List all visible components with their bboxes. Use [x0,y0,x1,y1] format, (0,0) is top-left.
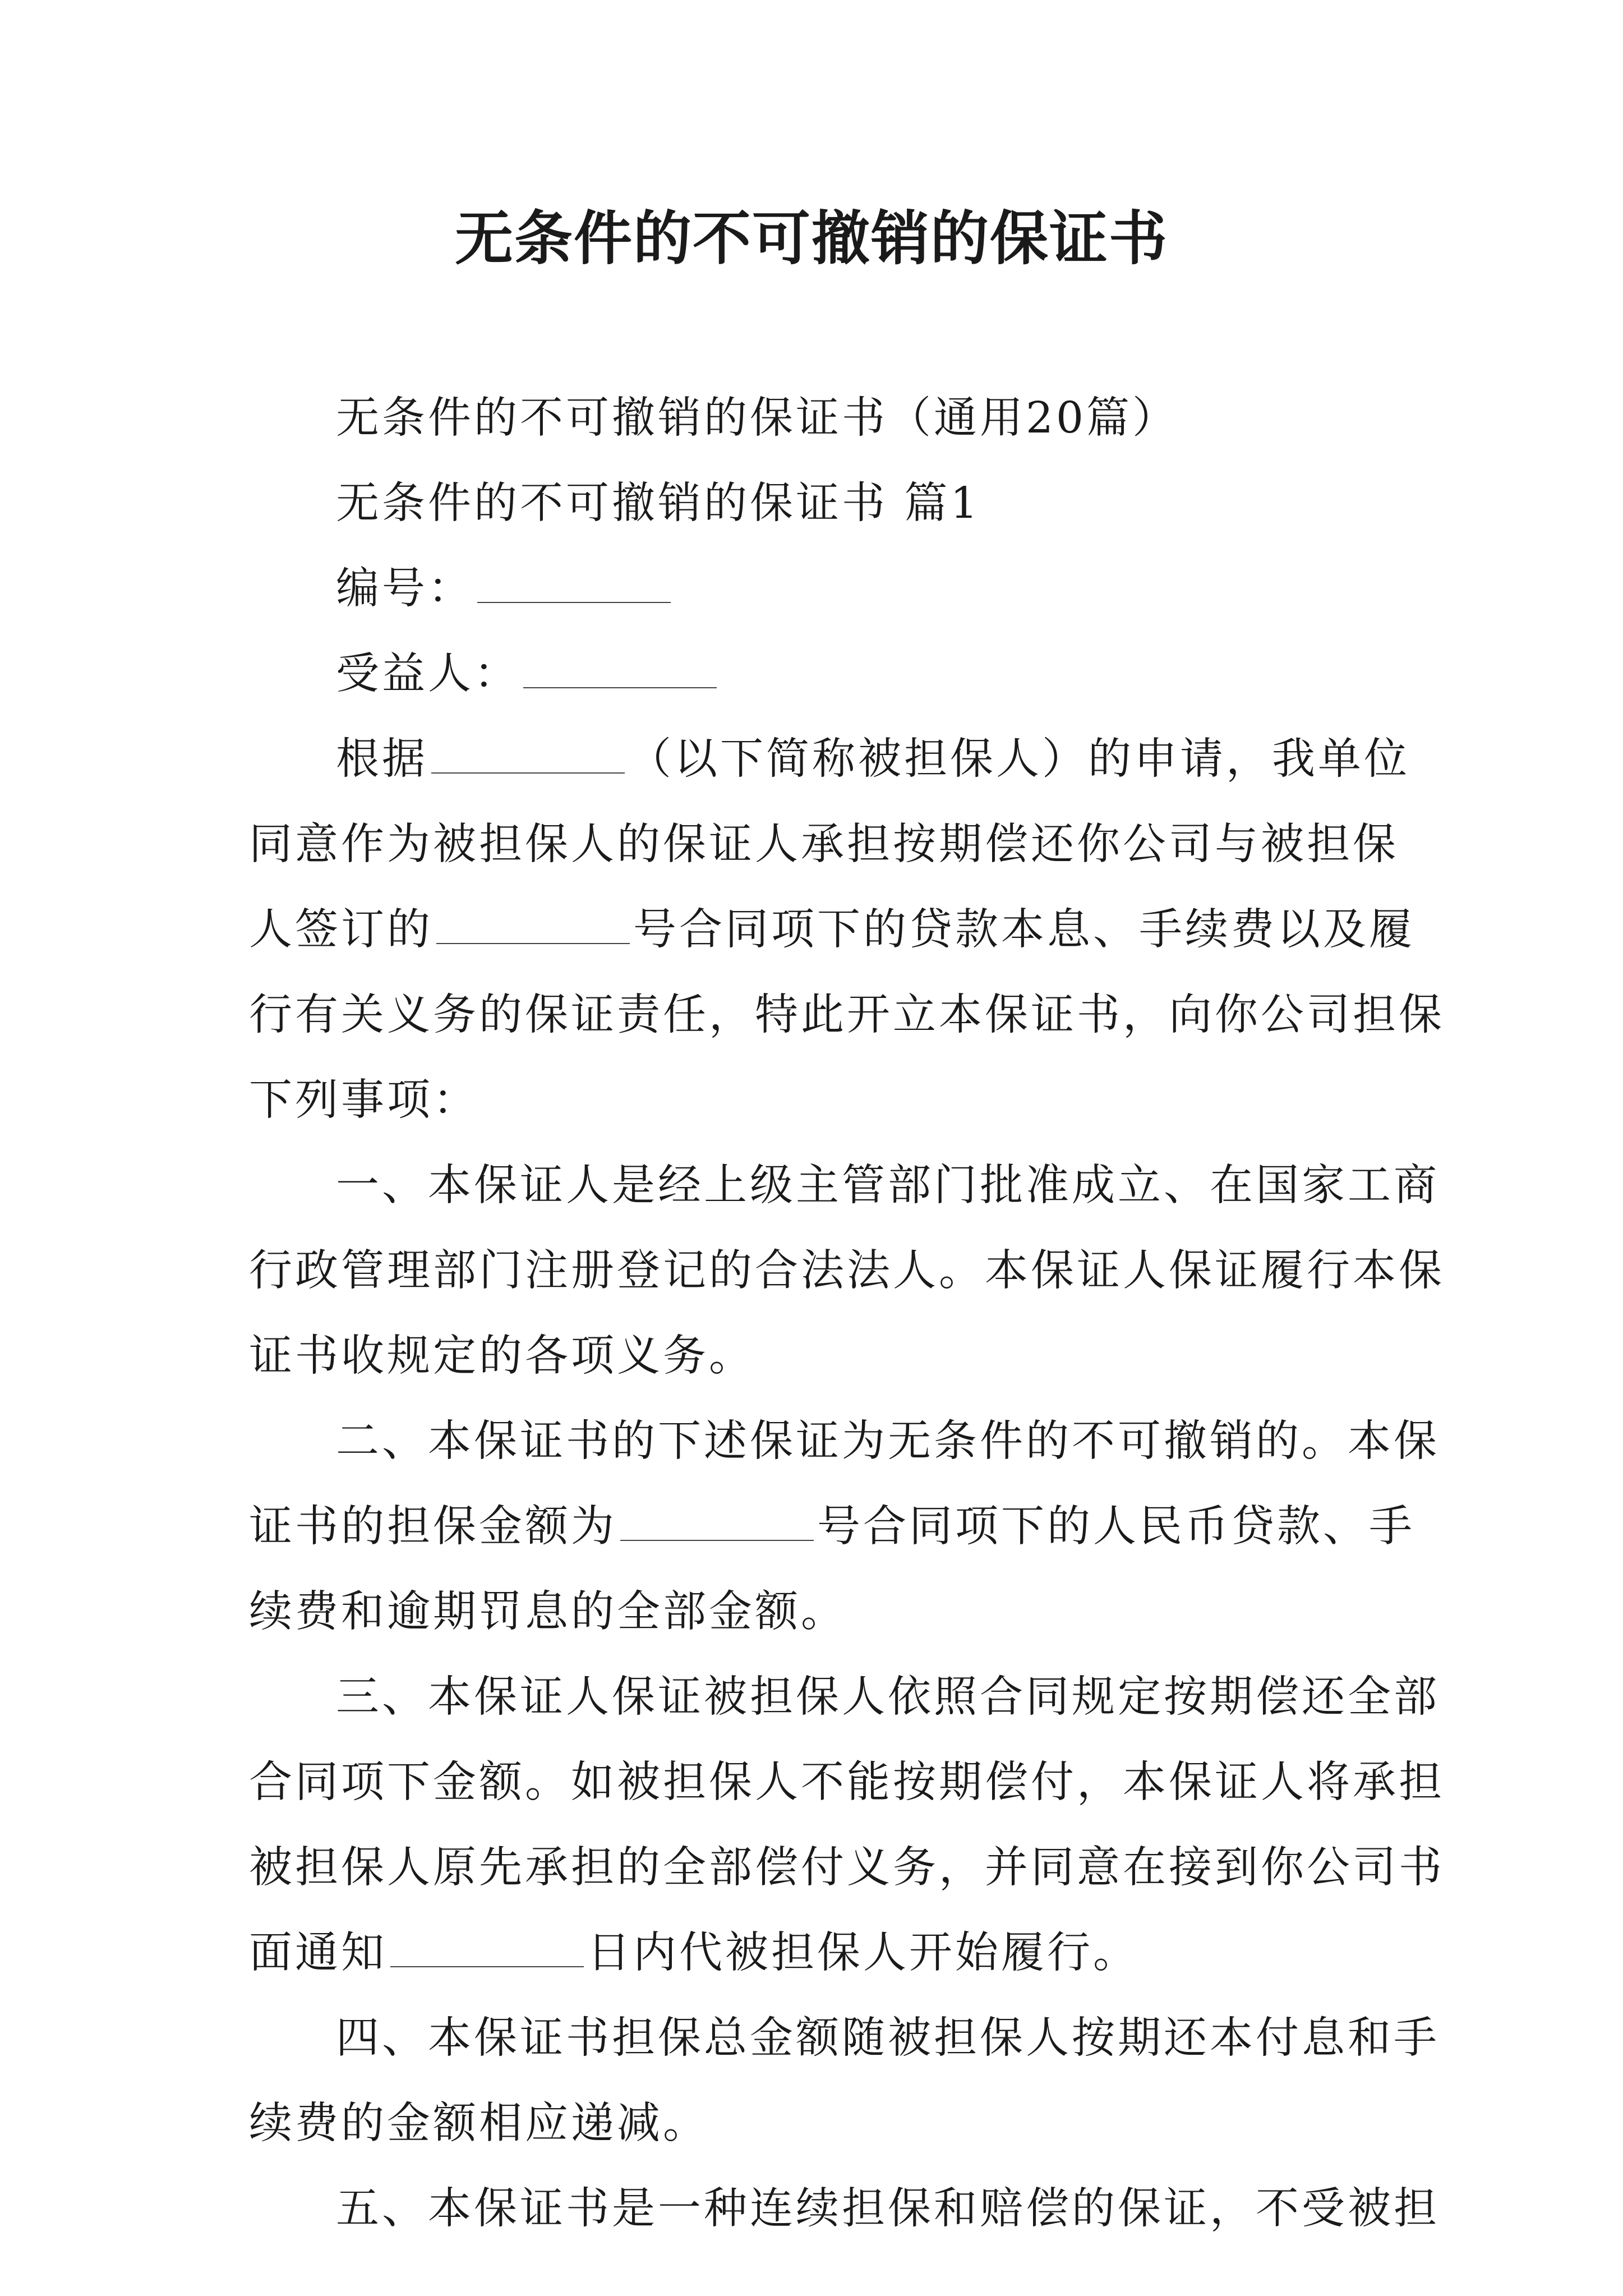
days-blank [390,1927,584,1967]
paragraph-line: 二、本保证书的下述保证为无条件的不可撤销的。本保 [336,1416,1440,1466]
applicant-blank [431,733,625,774]
text-fragment: 日内代被担保人开始履行。 [587,1928,1139,1978]
text-fragment: 号合同项下的人民币贷款、手 [817,1502,1415,1552]
paragraph-line: 续费和逾期罚息的全部金额。 [249,1587,847,1637]
paragraph-line: 被担保人原先承担的全部偿付义务，并同意在接到你公司书 [249,1843,1445,1893]
beneficiary-field-row [249,632,1393,717]
paragraph-line: 一、本保证人是经上级主管部门批准成立、在国家工商 [336,1161,1440,1211]
paragraph-line: 同意作为被担保人的保证人承担按期偿还你公司与被担保 [249,820,1399,869]
text-fragment: 号合同项下的贷款本息、手续费以及履 [633,905,1415,955]
paragraph-line: 行有关义务的保证责任，特此开立本保证书，向你公司担保 [249,990,1445,1040]
text-fragment: 人签订的 [249,905,433,955]
subtitle: 无条件的不可撤销的保证书（通用20篇） [336,393,1178,443]
paragraph-line: 合同项下金额。如被担保人不能按期偿付，本保证人将承担 [249,1757,1445,1807]
paragraph-line: 续费的金额相应递减。 [249,2099,709,2148]
paragraph-line: 四、本保证书担保总金额随被担保人按期还本付息和手 [336,2013,1440,2063]
paragraph-line: 行政管理部门注册登记的合法法人。本保证人保证履行本保 [249,1246,1445,1296]
number-field-row [249,546,1393,632]
number-blank [477,563,671,603]
amount-contract-blank [620,1501,814,1541]
paragraph-line [249,1484,1415,1570]
section-heading: 无条件的不可撤销的保证书 篇1 [336,478,981,528]
paragraph-line: 三、本保证人保证被担保人依照合同规定按期偿还全部 [336,1672,1440,1722]
text-fragment: 证书的担保金额为 [249,1502,617,1552]
number-label: 编号： [336,564,474,614]
beneficiary-label: 受益人： [336,649,520,699]
text-fragment: （以下简称被担保人）的申请，我单位 [628,734,1410,784]
paragraph-line: 五、本保证书是一种连续担保和赔偿的保证，不受被担 [336,2184,1440,2234]
paragraph-line [249,717,1410,802]
document-body [249,376,1445,2252]
paragraph-line: 证书收规定的各项义务。 [249,1331,755,1381]
text-fragment: 面通知 [249,1928,387,1978]
paragraph-line [249,1911,1393,1996]
paragraph-line: 下列事项： [249,1075,479,1125]
beneficiary-blank [523,648,717,688]
contract-number-blank [436,904,630,944]
paragraph-line [249,887,1415,973]
document-title: 无条件的不可撤销的保证书 [454,204,1168,273]
text-fragment: 根据 [336,734,428,784]
